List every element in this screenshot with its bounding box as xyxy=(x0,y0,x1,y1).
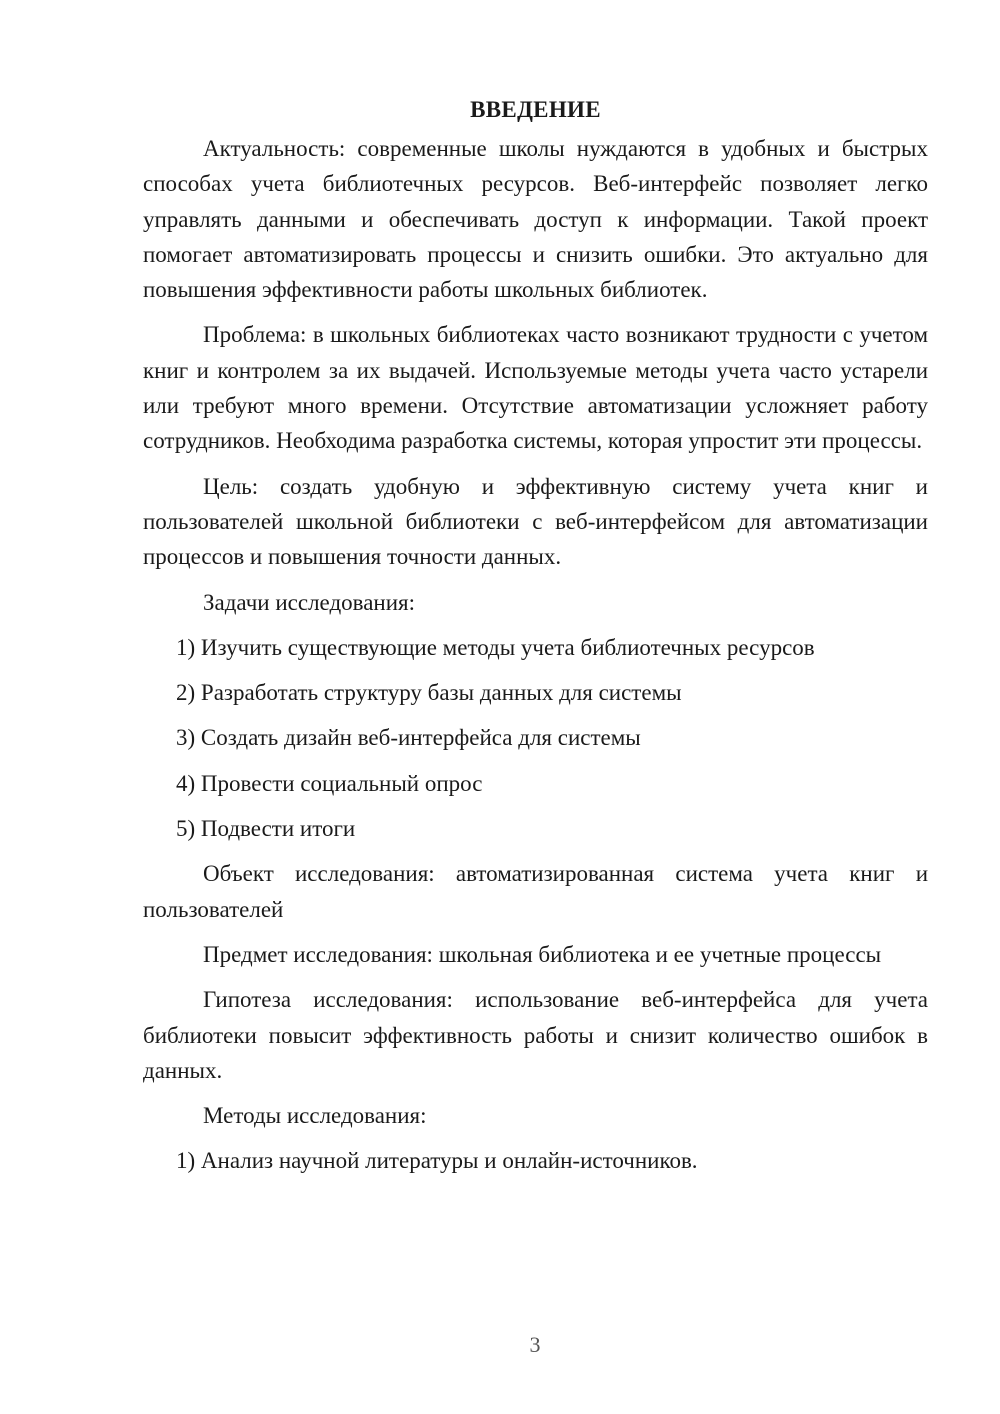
object-paragraph: Объект исследования: автоматизированная система учета книг и пользователей xyxy=(143,861,928,922)
document-page xyxy=(143,92,928,1189)
list-item: 1) Изучить существующие методы учета библиотечных ресурсов xyxy=(176,634,815,660)
page-title: ВВЕДЕНИЕ xyxy=(470,97,601,122)
methods-list xyxy=(143,1143,928,1178)
list-item: 1) Анализ научной литературы и онлайн-источников. xyxy=(176,1148,698,1174)
goal-paragraph: Цель: создать удобную и эффективную систему учета книг и пользователей школьной библиотеки с веб-интерфейсом для автоматизации процессов и повышения точности данных. xyxy=(143,473,928,570)
subject-paragraph: Предмет исследования: школьная библиотека и ее учетные процессы xyxy=(203,941,882,967)
methods-heading: Методы исследования: xyxy=(203,1103,427,1129)
page-number: 3 xyxy=(529,1332,541,1357)
problem-paragraph: Проблема: в школьных библиотеках часто возникают трудности с учетом книг и контролем за их выдачей. Используемые методы учета часто устарели или требуют много времени. Отсутствие автоматизации усложняет работу сотрудников. Необходима разработка системы, которая упростит эти процессы. xyxy=(143,322,928,454)
tasks-heading: Задачи исследования: xyxy=(203,589,416,615)
tasks-list xyxy=(143,630,928,846)
list-item: 2) Разработать структуру базы данных для системы xyxy=(176,680,682,706)
list-item: 3) Создать дизайн веб-интерфейса для системы xyxy=(176,725,641,751)
hypothesis-paragraph: Гипотеза исследования: использование веб-интерфейса для учета библиотеки повысит эффективность работы и снизит количество ошибок в данных. xyxy=(143,987,928,1083)
list-item: 5) Подвести итоги xyxy=(176,816,356,842)
relevance-paragraph: Актуальность: современные школы нуждаются в удобных и быстрых способах учета библиотечных ресурсов. Веб-интерфейс позволяет легко управлять данными и обеспечивать доступ к информации. Такой проект помогает автоматизировать процессы и снизить ошибки. Это актуально для повышения эффективности работы школьных библиотек. xyxy=(143,136,928,303)
list-item: 4) Провести социальный опрос xyxy=(176,770,483,796)
